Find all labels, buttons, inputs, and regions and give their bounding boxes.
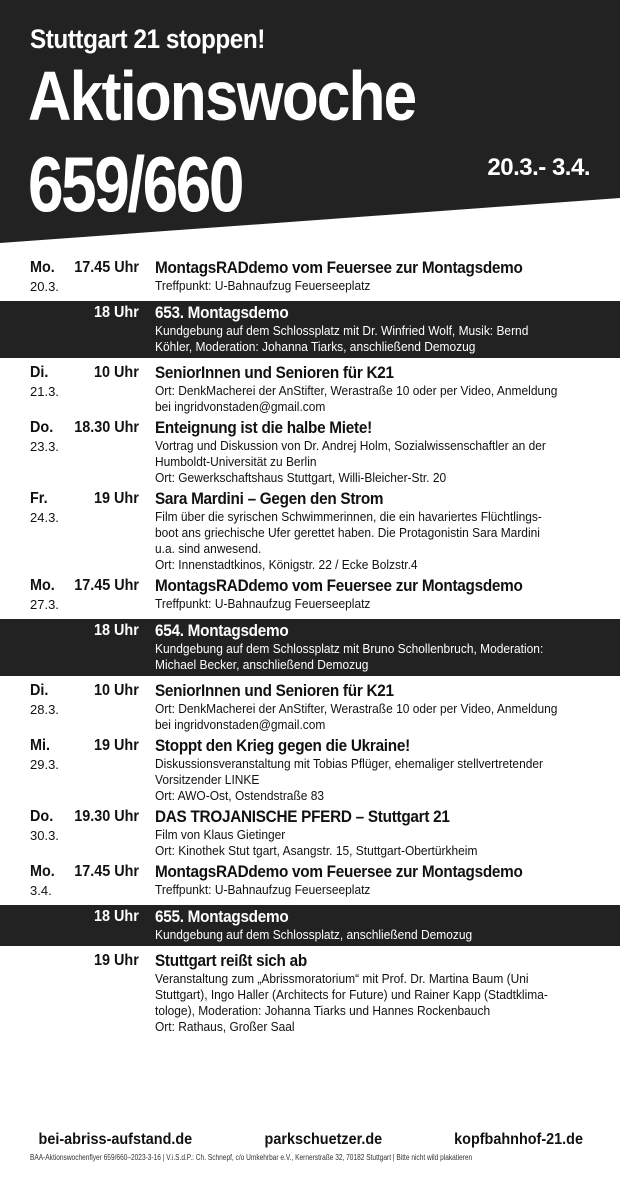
event-description-line: bei ingridvonstaden@gmail.com [155, 717, 326, 732]
event-when [0, 576, 155, 612]
event-when [0, 681, 155, 733]
event-details [155, 621, 595, 673]
event-time: 17.45 Uhr [74, 863, 139, 880]
event-day: Mo. [30, 259, 55, 276]
event-day: Di. [30, 364, 49, 381]
event-description-line: Vortrag und Diskussion von Dr. Andrej Holm, Sozialwissenschaftler an der [155, 438, 546, 453]
event-when [0, 862, 155, 898]
footer-link-3[interactable]: kopfbahnhof-21.de [454, 1131, 583, 1148]
event-description-line: Köhler, Moderation: Johanna Tiarks, anschließend Demozug [155, 339, 476, 354]
event-list [0, 257, 620, 1037]
event-time: 10 Uhr [94, 364, 139, 381]
event-day: Mo. [30, 863, 55, 880]
event-date: 3.4. [30, 883, 52, 898]
footer-links [30, 1131, 590, 1149]
event-title: 654. Montagsdemo [155, 621, 289, 640]
event-date: 21.3. [30, 384, 59, 399]
event-when [0, 418, 155, 486]
event-description-line: Ort: DenkMacherei der AnStifter, Werastraße 10 oder per Video, Anmeldung [155, 701, 558, 716]
event-description-line: Ort: Kinothek Stut tgart, Asangstr. 15, Stuttgart-Obertürkheim [155, 843, 478, 858]
event-when [0, 489, 155, 573]
event-item [0, 861, 620, 900]
event-title: Stoppt den Krieg gegen die Ukraine! [155, 736, 410, 755]
event-description-line: Film von Klaus Gietinger [155, 827, 286, 842]
event-when [0, 951, 155, 1035]
event-item [0, 905, 620, 946]
event-description-line: Stuttgart), Ingo Haller (Architects for Future) und Rainer Kapp (Stadtklima- [155, 987, 548, 1002]
event-item [0, 417, 620, 488]
event-item [0, 619, 620, 676]
event-title: SeniorInnen und Senioren für K21 [155, 363, 394, 382]
event-when [0, 736, 155, 804]
event-time: 18.30 Uhr [74, 419, 139, 436]
event-title: MontagsRADdemo vom Feuersee zur Montagsdemo [155, 576, 523, 595]
event-description-line: Ort: Gewerkschaftshaus Stuttgart, Willi-Bleicher-Str. 20 [155, 470, 447, 485]
event-date: 27.3. [30, 597, 59, 612]
event-title: Enteignung ist die halbe Miete! [155, 418, 372, 437]
event-date: 29.3. [30, 757, 59, 772]
event-details [155, 418, 595, 486]
event-time: 19.30 Uhr [74, 808, 139, 825]
event-date: 24.3. [30, 510, 59, 525]
event-description-line: tologe), Moderation: Johanna Tiarks und Hannes Rockenbauch [155, 1003, 491, 1018]
event-day: Mo. [30, 577, 55, 594]
event-description-line: boot ans griechische Ufer gerettet haben. Die Protagonistin Sara Mardini [155, 525, 540, 540]
event-date: 28.3. [30, 702, 59, 717]
event-time: 19 Uhr [94, 952, 139, 969]
event-when [0, 807, 155, 859]
header-banner [0, 0, 620, 245]
event-details [155, 363, 595, 415]
event-details [155, 951, 595, 1035]
event-title: Sara Mardini – Gegen den Strom [155, 489, 384, 508]
event-title: MontagsRADdemo vom Feuersee zur Montagsdemo [155, 258, 523, 277]
footer-link-1[interactable]: bei-abriss-aufstand.de [38, 1131, 193, 1148]
event-details [155, 489, 595, 573]
event-time: 18 Uhr [94, 622, 139, 639]
event-time: 18 Uhr [94, 304, 139, 321]
event-item [0, 735, 620, 806]
event-details [155, 258, 595, 294]
event-description-line: Kundgebung auf dem Schlossplatz mit Bruno Schollenbruch, Moderation: [155, 641, 544, 656]
event-details [155, 303, 595, 355]
event-description-line: Treffpunkt: U-Bahnaufzug Feuerseeplatz [155, 882, 371, 897]
event-description-line: Michael Becker, anschließend Demozug [155, 657, 369, 672]
event-time: 19 Uhr [94, 490, 139, 507]
event-when [0, 907, 155, 943]
event-when [0, 363, 155, 415]
event-day: Di. [30, 682, 49, 699]
event-details [155, 681, 595, 733]
event-title: DAS TROJANISCHE PFERD – Stuttgart 21 [155, 807, 450, 826]
event-details [155, 807, 595, 859]
event-when [0, 621, 155, 673]
event-details [155, 576, 595, 612]
event-date: 30.3. [30, 828, 59, 843]
event-title: SeniorInnen und Senioren für K21 [155, 681, 394, 700]
page-title: Aktionswoche [28, 57, 416, 135]
event-item [0, 257, 620, 296]
page-subtitle: 659/660 [28, 140, 242, 228]
event-item [0, 680, 620, 735]
event-details [155, 862, 595, 898]
event-title: 653. Montagsdemo [155, 303, 289, 322]
date-range: 20.3.- 3.4. [487, 154, 590, 181]
event-description-line: Kundgebung auf dem Schlossplatz mit Dr. Winfried Wolf, Musik: Bernd [155, 323, 529, 338]
event-description-line: Film über die syrischen Schwimmerinnen, die ein havariertes Flüchtlings- [155, 509, 542, 524]
event-description-line: Treffpunkt: U-Bahnaufzug Feuerseeplatz [155, 596, 371, 611]
event-day: Fr. [30, 490, 48, 507]
event-when [0, 303, 155, 355]
event-description-line: Diskussionsveranstaltung mit Tobias Pflüger, ehemaliger stellvertretender [155, 756, 544, 771]
event-description-line: Ort: Rathaus, Großer Saal [155, 1019, 295, 1034]
event-time: 17.45 Uhr [74, 259, 139, 276]
event-when [0, 258, 155, 294]
kicker: Stuttgart 21 stoppen! [30, 24, 265, 54]
event-details [155, 907, 595, 943]
event-title: MontagsRADdemo vom Feuersee zur Montagsdemo [155, 862, 523, 881]
footer-link-2[interactable]: parkschuetzer.de [264, 1131, 383, 1148]
event-time: 18 Uhr [94, 908, 139, 925]
event-item [0, 488, 620, 575]
event-description-line: bei ingridvonstaden@gmail.com [155, 399, 326, 414]
event-item [0, 301, 620, 358]
event-description-line: Veranstaltung zum „Abrissmoratorium“ mit Prof. Dr. Martina Baum (Uni [155, 971, 529, 986]
event-details [155, 736, 595, 804]
event-time: 17.45 Uhr [74, 577, 139, 594]
event-item [0, 806, 620, 861]
event-day: Mi. [30, 737, 50, 754]
footer-note: BAA-Aktionswochenflyer 659/660–2023-3-16 | V.i.S.d.P.: Ch. Schnepf, c/o Umkehrbar e.V., Kernerstraße 32, 70182 Stuttgart | Bitte nicht wild plakatieren [30, 1153, 473, 1162]
event-item [0, 950, 620, 1037]
event-description-line: u.a. sind anwesend. [155, 541, 262, 556]
event-title: 655. Montagsdemo [155, 907, 289, 926]
event-description-line: Ort: Innenstadtkinos, Königstr. 22 / Ecke Bolzstr.4 [155, 557, 418, 572]
event-time: 19 Uhr [94, 737, 139, 754]
event-description-line: Kundgebung auf dem Schlossplatz, anschließend Demozug [155, 927, 473, 942]
event-item [0, 362, 620, 417]
event-day: Do. [30, 419, 54, 436]
event-description-line: Vorsitzender LINKE [155, 772, 260, 787]
event-time: 10 Uhr [94, 682, 139, 699]
event-description-line: Treffpunkt: U-Bahnaufzug Feuerseeplatz [155, 278, 371, 293]
event-title: Stuttgart reißt sich ab [155, 951, 307, 970]
event-description-line: Humboldt-Universität zu Berlin [155, 454, 317, 469]
event-description-line: Ort: AWO-Ost, Ostendstraße 83 [155, 788, 325, 803]
event-description-line: Ort: DenkMacherei der AnStifter, Werastraße 10 oder per Video, Anmeldung [155, 383, 558, 398]
event-day: Do. [30, 808, 54, 825]
event-item [0, 575, 620, 614]
event-date: 23.3. [30, 439, 59, 454]
event-date: 20.3. [30, 279, 59, 294]
